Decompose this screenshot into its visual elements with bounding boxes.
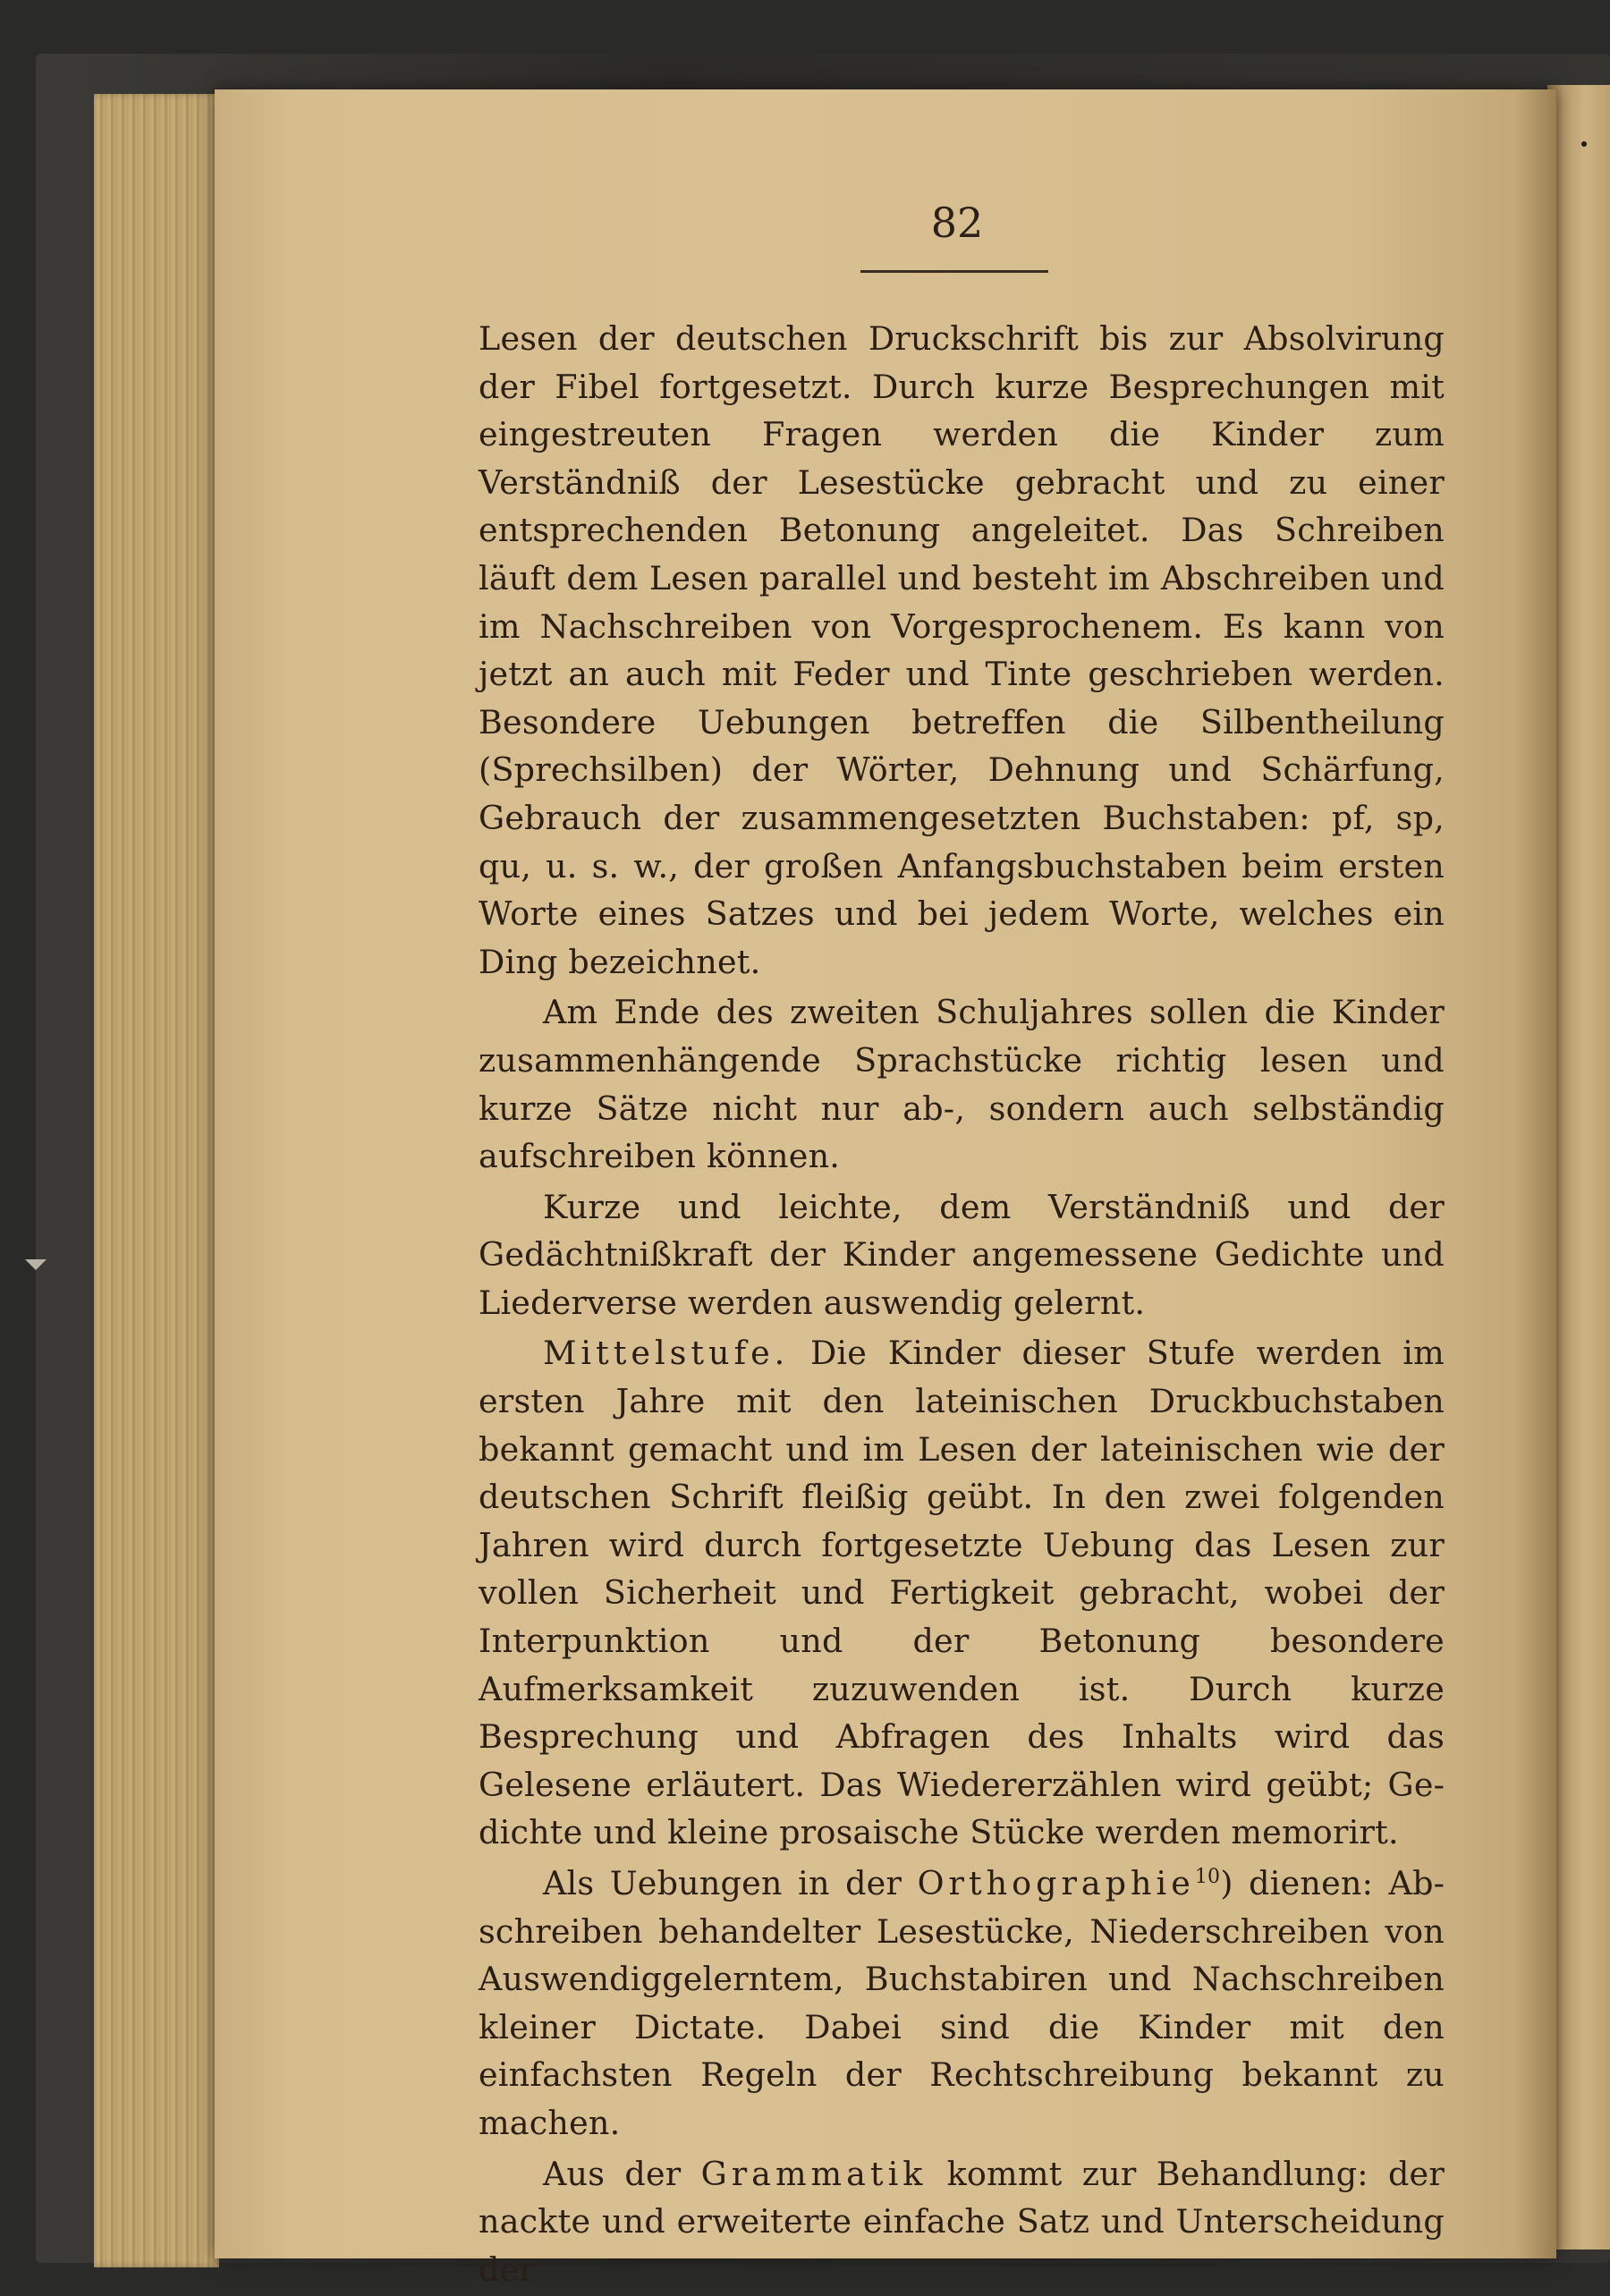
text-run: Aus der <box>543 2154 701 2193</box>
paragraph <box>479 1183 1445 1327</box>
footnote-reference: 10 <box>1194 1865 1221 1888</box>
paragraph <box>479 315 1445 986</box>
paragraph <box>479 2150 1445 2294</box>
margin-mark <box>1581 141 1587 147</box>
text-run: Als Uebungen in der <box>543 1864 918 1902</box>
page-edges-right <box>1547 85 1610 2249</box>
side-marker-icon <box>25 1259 47 1270</box>
emphasized-term: Grammatik <box>700 2154 928 2193</box>
header-rule <box>860 270 1048 273</box>
section-heading: Mittelstufe. <box>543 1334 790 1373</box>
paragraph <box>479 988 1445 1180</box>
text-run: Am Ende des zweiten Schuljahres sollen die Kinder zusammenhängende Sprachstücke richtig lesen und kurze Sätze nicht nur ab-, sondern auch selbständig aufschreiben können. <box>479 993 1445 1176</box>
text-run: Die Kinder dieser Stufe werden im ersten Jahre mit den lateinischen Druckbuchstaben bekannt gemacht und im Lesen der lateinischen wie der deutschen Schrift fleißig geübt. In den zwei folgenden Jahren wird durch fortgesetzte Uebung das Lesen zur vollen Sicherheit und Fertigkeit gebracht, wobei der Interpunktion und der Betonung besondere Aufmerksamkeit zuzuwenden ist. Durch kurze Besprechung und Abfragen des Inhalts wird das Gelesene erläutert. Das Wiedererzählen wird geübt; Gedichte und kleine prosaische Stücke werden memorirt. <box>479 1334 1445 1852</box>
paragraph <box>479 1329 1445 1857</box>
emphasized-term: Orthographie <box>917 1864 1195 1902</box>
text-run: kommt zur Behandlung: der nackte und erweiterte einfache Satz und Unterscheidung der <box>479 2154 1445 2289</box>
text-run: Lesen der deutschen Druckschrift bis zur Absolvirung der Fibel fortgesetzt. Durch kurze Besprechungen mit eingestreuten Fragen werden die Kinder zum Verständniß der Lesestücke gebracht und zu einer entsprechenden Betonung angeleitet. Das Schreiben läuft dem Lesen parallel und besteht im Abschreiben und im Nachschreiben von Vorgesprochenem. Es kann von jetzt an auch mit Feder und Tinte geschrieben werden. Besondere Uebungen betreffen die Silbentheilung (Sprechsilben) der Wörter, Dehnung und Schärfung, Gebrauch der zusammengesetzten Buchstaben: pf, sp, qu, u. s. w., der großen Anfangsbuchstaben beim ersten Worte eines Satzes und bei jedem Worte, welches ein Ding bezeichnet. <box>479 319 1445 981</box>
text-run: ) dienen: Abschreiben behandelter Lesestücke, Niederschreiben von Auswendiggelerntem, Buchstabiren und Nachschreiben kleiner Dictate. Dabei sind die Kinder mit den einfachsten Regeln der Rechtschreibung bekannt zu machen. <box>479 1864 1445 2142</box>
paragraph <box>479 1860 1445 2148</box>
page-number: 82 <box>930 199 984 247</box>
body-text <box>479 315 1445 2296</box>
page-edges-left <box>94 94 219 2267</box>
text-run: Kurze und leichte, dem Verständniß und der Gedächtnißkraft der Kinder angemessene Gedichte und Liederverse werden auswendig gelernt. <box>479 1187 1445 1322</box>
